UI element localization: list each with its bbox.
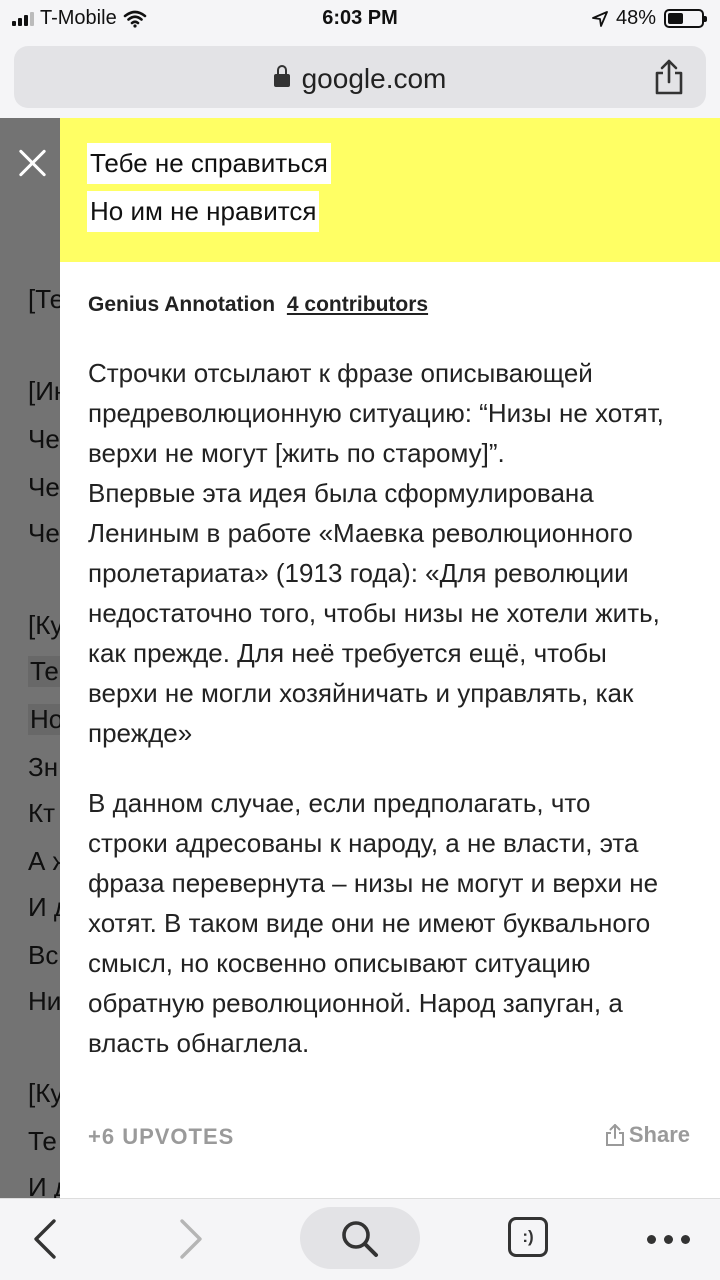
annotation-paragraph [88, 353, 698, 753]
text-line: фраза перевернута – низы не могут и верхи не [88, 868, 659, 898]
quoted-line: Тебе не справиться [87, 143, 331, 184]
text-line: как прежде. Для неё требуется ещё, чтобы [88, 638, 607, 668]
text-line: предреволюционную ситуацию: “Низы не хотят, [88, 398, 664, 428]
annotation-label: Genius Annotation [88, 293, 276, 316]
url-text: google.com [301, 63, 447, 94]
back-icon[interactable] [30, 1217, 60, 1261]
text-line: смысл, но косвенно описывают ситуацию [88, 948, 591, 978]
share-label: Share [628, 1122, 690, 1147]
clock: 6:03 PM [322, 7, 398, 29]
text-line: прежде» [88, 718, 193, 748]
text-line: строки адресованы к народу, а не власти, эта [88, 828, 639, 858]
text-line: В данном случае, если предполагать, что [88, 788, 591, 818]
text-line: пролетариата» (1913 года): «Для революции [88, 558, 629, 588]
text-line: верхи не могли хозяйничать и управлять, как [88, 678, 634, 708]
forward-icon[interactable] [176, 1217, 206, 1261]
address-bar[interactable] [14, 46, 706, 108]
share-icon [605, 1123, 625, 1147]
battery-percent: 48% [615, 7, 656, 29]
annotation-paragraph [88, 783, 698, 1063]
annotation-meta [88, 293, 428, 317]
text-line: власть обнаглела. [88, 1028, 310, 1058]
share-button[interactable] [605, 1122, 690, 1148]
upvote-button[interactable]: +6 UPVOTES [88, 1124, 235, 1149]
search-icon [340, 1219, 380, 1259]
battery-icon [664, 9, 704, 28]
status-right [592, 7, 704, 30]
share-icon[interactable] [652, 58, 686, 96]
text-line: недостаточно того, чтобы низы не хотели жить, [88, 598, 660, 628]
carrier-name: T-Mobile [40, 7, 117, 29]
contributors-link[interactable]: 4 contributors [286, 293, 429, 316]
quoted-line: Но им не нравится [87, 191, 319, 232]
text-line: обратную революционной. Народ запуган, а [88, 988, 623, 1018]
text-line: Впервые эта идея была сформулирована [88, 478, 594, 508]
lock-icon [274, 74, 290, 87]
more-icon[interactable] [647, 1235, 690, 1244]
browser-header [0, 40, 720, 118]
text-line: верхи не могут [жить по старому]”. [88, 438, 505, 468]
text-line: Лениным в работе «Маевка революционного [88, 518, 633, 548]
quoted-lyrics-block [60, 118, 720, 262]
text-line: Строчки отсылают к фразе описывающей [88, 358, 593, 388]
location-arrow-icon [592, 11, 608, 27]
search-button[interactable] [300, 1207, 420, 1269]
browser-toolbar [0, 1198, 720, 1280]
text-line: хотят. В таком виде они не имеют буквального [88, 908, 651, 938]
close-icon[interactable] [12, 143, 52, 183]
url-display[interactable] [14, 63, 706, 95]
status-bar [0, 0, 720, 40]
tabs-button[interactable]: :) [508, 1217, 548, 1257]
annotation-panel [60, 118, 720, 1198]
